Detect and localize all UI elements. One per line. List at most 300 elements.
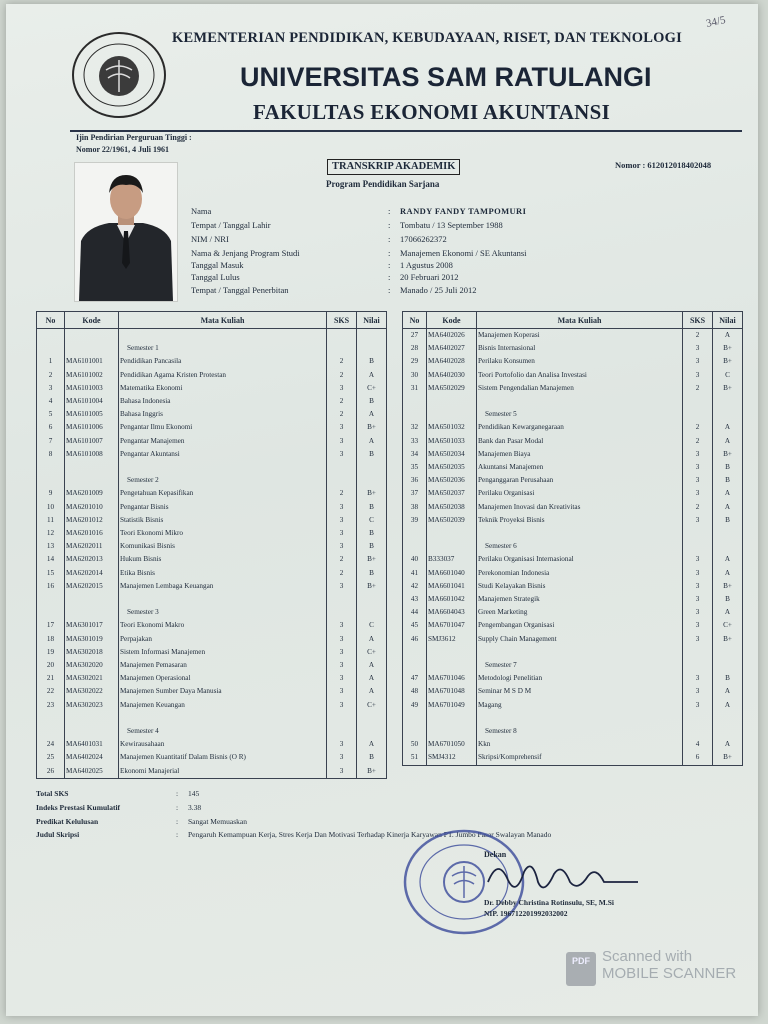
col-header-mata-kuliah: Mata Kuliah [119, 312, 327, 329]
scanner-watermark [602, 948, 736, 982]
bio-value: Tombatu / 13 September 1988 [400, 220, 503, 230]
cell-sks: 3 [683, 474, 713, 487]
cell-nilai: A [357, 408, 387, 421]
program-label: Program Pendidikan Sarjana [326, 179, 440, 189]
cell-mata-kuliah: Pengembangan Organisasi [477, 619, 683, 632]
permit-line-1: Ijin Pendirian Perguruan Tinggi : [76, 133, 192, 142]
cell-mata-kuliah: Manajemen Lembaga Keuangan [119, 580, 327, 593]
semester-heading-row [37, 474, 387, 487]
cell-no: 30 [403, 369, 427, 382]
cell-sks [327, 329, 357, 343]
cell-no: 43 [403, 593, 427, 606]
col-header-no: No [403, 312, 427, 329]
cell-kode: SMJ4312 [427, 751, 477, 765]
cell-no: 36 [403, 474, 427, 487]
university-name: UNIVERSITAS SAM RATULANGI [240, 62, 652, 92]
table-row [403, 369, 743, 382]
cell-sks: 2 [327, 355, 357, 368]
table-row [37, 619, 387, 632]
cell-kode: MA6701048 [427, 685, 477, 698]
spacer-row [403, 395, 743, 408]
cell-sks: 3 [327, 646, 357, 659]
cell-no: 45 [403, 619, 427, 632]
cell-mata-kuliah: Magang [477, 699, 683, 712]
cell-kode [427, 527, 477, 540]
cell-sks: 2 [327, 408, 357, 421]
cell-nilai [713, 712, 743, 725]
table-row [403, 567, 743, 580]
cell-nilai: B [357, 395, 387, 408]
cell-nilai: C [357, 619, 387, 632]
cell-kode [65, 474, 119, 487]
cell-mata-kuliah: Manajemen Keuangan [119, 699, 327, 712]
cell-mata-kuliah: Pendidikan Kewarganegaraan [477, 421, 683, 434]
semester-heading-row [403, 725, 743, 738]
cell-no: 47 [403, 672, 427, 685]
cell-sks: 2 [327, 395, 357, 408]
cell-mata-kuliah: Semester 3 [119, 606, 327, 619]
cell-no [403, 646, 427, 659]
cell-mata-kuliah [119, 329, 327, 343]
cell-kode: MA6201012 [65, 514, 119, 527]
table-row [37, 514, 387, 527]
table-row [37, 501, 387, 514]
cell-no: 8 [37, 448, 65, 461]
document-title: TRANSKRIP AKADEMIK [327, 159, 460, 175]
cell-sks [327, 725, 357, 738]
cell-kode: MA6201010 [65, 501, 119, 514]
bio-value: 20 Februari 2012 [400, 272, 459, 282]
cell-nilai: C+ [357, 646, 387, 659]
cell-sks: 2 [327, 487, 357, 500]
cell-sks: 3 [683, 448, 713, 461]
table-row [403, 751, 743, 765]
table-row [37, 685, 387, 698]
cell-no [37, 593, 65, 606]
cell-kode: MA6501032 [427, 421, 477, 434]
spacer-row [403, 712, 743, 725]
bio-label: NIM / NRI [191, 234, 229, 244]
cell-no [403, 395, 427, 408]
gpa: 3.38 [188, 803, 202, 812]
cell-sks: 3 [327, 527, 357, 540]
cell-kode: MA6302020 [65, 659, 119, 672]
col-header-mata-kuliah: Mata Kuliah [477, 312, 683, 329]
cell-nilai: B+ [713, 633, 743, 646]
table-row [403, 593, 743, 606]
cell-kode: MA6502039 [427, 514, 477, 527]
student-photo [74, 162, 178, 302]
cell-no: 4 [37, 395, 65, 408]
cell-sks: 3 [327, 699, 357, 712]
cell-kode: MA6402024 [65, 751, 119, 764]
summary-label: Indeks Prestasi Kumulatif [36, 803, 121, 812]
cell-sks: 3 [683, 619, 713, 632]
cell-kode [427, 408, 477, 421]
cell-no: 33 [403, 435, 427, 448]
cell-nilai: A [357, 633, 387, 646]
cell-nilai [357, 593, 387, 606]
cell-no: 25 [37, 751, 65, 764]
cell-kode: MA6502034 [427, 448, 477, 461]
cell-sks: 3 [327, 435, 357, 448]
cell-kode [427, 540, 477, 553]
cell-no: 50 [403, 738, 427, 751]
cell-kode: MA6301019 [65, 633, 119, 646]
cell-nilai: A [713, 553, 743, 566]
cell-nilai: B [357, 751, 387, 764]
cell-nilai: B+ [713, 580, 743, 593]
table-row [403, 501, 743, 514]
cell-no: 21 [37, 672, 65, 685]
cell-nilai: A [713, 329, 743, 343]
cell-no: 38 [403, 501, 427, 514]
cell-kode [65, 593, 119, 606]
cell-kode: MA6402026 [427, 329, 477, 343]
cell-mata-kuliah: Manajemen Sumber Daya Manusia [119, 685, 327, 698]
cell-kode [65, 329, 119, 343]
cell-sks: 3 [327, 382, 357, 395]
table-row [403, 329, 743, 343]
cell-mata-kuliah: Seminar M S D M [477, 685, 683, 698]
student-name: RANDY FANDY TAMPOMURI [400, 206, 527, 216]
bio-value: 17066262372 [400, 234, 447, 244]
cell-no [37, 342, 65, 355]
cell-no [403, 725, 427, 738]
col-header-no: No [37, 312, 65, 329]
cell-sks: 3 [683, 699, 713, 712]
cell-mata-kuliah: Ekonomi Manajerial [119, 765, 327, 779]
cell-nilai: A [357, 435, 387, 448]
cell-nilai [357, 712, 387, 725]
table-row [37, 580, 387, 593]
cell-no: 13 [37, 540, 65, 553]
table-row [37, 646, 387, 659]
table-row [403, 580, 743, 593]
cell-no: 31 [403, 382, 427, 395]
cell-sks: 2 [327, 369, 357, 382]
cell-mata-kuliah: Kewirausahaan [119, 738, 327, 751]
cell-mata-kuliah: Manajemen Pemasaran [119, 659, 327, 672]
table-row [37, 382, 387, 395]
cell-nilai: B [713, 461, 743, 474]
cell-kode [65, 712, 119, 725]
table-row [403, 738, 743, 751]
table-row [403, 435, 743, 448]
col-header-kode: Kode [427, 312, 477, 329]
transcript-table-left [36, 311, 387, 779]
cell-mata-kuliah: Semester 8 [477, 725, 683, 738]
cell-kode: MA6101008 [65, 448, 119, 461]
cell-sks [683, 659, 713, 672]
cell-kode [65, 606, 119, 619]
cell-sks [683, 725, 713, 738]
cell-no: 22 [37, 685, 65, 698]
cell-mata-kuliah [119, 712, 327, 725]
table-row [403, 514, 743, 527]
table-row [403, 474, 743, 487]
cell-no: 19 [37, 646, 65, 659]
cell-no: 10 [37, 501, 65, 514]
cell-sks: 3 [683, 553, 713, 566]
table-row [403, 699, 743, 712]
cell-mata-kuliah: Studi Kelayakan Bisnis [477, 580, 683, 593]
cell-no [37, 712, 65, 725]
cell-sks [327, 342, 357, 355]
bio-label: Nama & Jenjang Program Studi [191, 248, 300, 258]
cell-no [37, 474, 65, 487]
cell-kode [65, 461, 119, 474]
table-row [403, 553, 743, 566]
cell-kode [427, 646, 477, 659]
cell-mata-kuliah [477, 527, 683, 540]
thesis-title: Pengaruh Kemampuan Kerja, Stres Kerja Dan Motivasi Terhadap Kinerja Karyawan PT. Jumbo Pasar Swalayan Manado [188, 830, 552, 839]
cell-nilai: A [357, 738, 387, 751]
cell-sks: 3 [327, 580, 357, 593]
cell-kode: MA6701046 [427, 672, 477, 685]
col-header-kode: Kode [65, 312, 119, 329]
cell-kode [427, 395, 477, 408]
cell-sks [683, 408, 713, 421]
cell-sks [683, 527, 713, 540]
cell-no: 49 [403, 699, 427, 712]
cell-sks: 3 [683, 606, 713, 619]
cell-nilai: C [713, 369, 743, 382]
table-header-row [37, 312, 387, 329]
watermark-line-2: MOBILE SCANNER [602, 965, 737, 982]
table-row [37, 395, 387, 408]
cell-mata-kuliah [477, 646, 683, 659]
cell-mata-kuliah: Pengantar Ilmu Ekonomi [119, 421, 327, 434]
cell-kode: MA6101003 [65, 382, 119, 395]
cell-no [403, 408, 427, 421]
document-number: Nomor : 612012018402048 [615, 160, 712, 170]
spacer-row [37, 712, 387, 725]
cell-mata-kuliah: Semester 1 [119, 342, 327, 355]
cell-mata-kuliah: Skripsi/Komprehensif [477, 751, 683, 765]
cell-kode: MA6402025 [65, 765, 119, 779]
cell-mata-kuliah: Manajemen Biaya [477, 448, 683, 461]
cell-kode: MA6402027 [427, 342, 477, 355]
cell-no: 23 [37, 699, 65, 712]
cell-kode: MA6101005 [65, 408, 119, 421]
cell-sks: 2 [683, 421, 713, 434]
cell-mata-kuliah [477, 712, 683, 725]
table-row [403, 421, 743, 434]
cell-kode: MA6401031 [65, 738, 119, 751]
cell-nilai: B+ [357, 421, 387, 434]
bio-value: 1 Agustus 2008 [400, 260, 453, 270]
cell-nilai: B+ [357, 487, 387, 500]
cell-mata-kuliah: Pengantar Bisnis [119, 501, 327, 514]
cell-no: 40 [403, 553, 427, 566]
cell-no [403, 540, 427, 553]
cell-sks: 3 [683, 580, 713, 593]
cell-no: 32 [403, 421, 427, 434]
bio-label: Tanggal Masuk [191, 260, 244, 270]
cell-sks: 3 [327, 685, 357, 698]
header-divider [70, 130, 742, 132]
cell-kode [427, 725, 477, 738]
cell-nilai: B [357, 501, 387, 514]
cell-kode: MA6601040 [427, 567, 477, 580]
cell-kode: MA6301017 [65, 619, 119, 632]
cell-no: 24 [37, 738, 65, 751]
spacer-row [37, 593, 387, 606]
cell-mata-kuliah: Sistem Informasi Manajemen [119, 646, 327, 659]
cell-mata-kuliah: Kkn [477, 738, 683, 751]
cell-mata-kuliah: Teori Ekonomi Mikro [119, 527, 327, 540]
cell-nilai [357, 606, 387, 619]
cell-no [37, 725, 65, 738]
cell-kode: MA6502029 [427, 382, 477, 395]
cell-nilai: B+ [713, 382, 743, 395]
cell-sks: 3 [683, 369, 713, 382]
cell-no: 17 [37, 619, 65, 632]
cell-nilai: A [357, 672, 387, 685]
cell-nilai: B+ [357, 553, 387, 566]
spacer-row [37, 461, 387, 474]
table-row [403, 685, 743, 698]
cell-kode: MA6202013 [65, 553, 119, 566]
cell-mata-kuliah: Manajemen Koperasi [477, 329, 683, 343]
signer-role: Dekan [484, 850, 507, 859]
table-row [37, 448, 387, 461]
cell-nilai: B [357, 448, 387, 461]
cell-sks: 3 [327, 738, 357, 751]
table-row [403, 606, 743, 619]
cell-nilai [713, 646, 743, 659]
cell-nilai [713, 527, 743, 540]
col-header-sks: SKS [683, 312, 713, 329]
cell-mata-kuliah: Semester 5 [477, 408, 683, 421]
summary-label: Total SKS [36, 789, 69, 798]
cell-nilai: B+ [357, 765, 387, 779]
cell-sks: 3 [683, 593, 713, 606]
cell-sks: 3 [327, 751, 357, 764]
cell-no: 15 [37, 567, 65, 580]
cell-sks: 3 [327, 633, 357, 646]
bio-label: Nama [191, 206, 212, 216]
cell-no: 27 [403, 329, 427, 343]
cell-nilai: A [713, 685, 743, 698]
cell-kode: MA6601042 [427, 593, 477, 606]
cell-sks: 3 [327, 421, 357, 434]
cell-no: 42 [403, 580, 427, 593]
cell-nilai: A [713, 699, 743, 712]
faculty-name: FAKULTAS EKONOMI AKUNTANSI [253, 100, 611, 124]
cell-kode: MA6502037 [427, 487, 477, 500]
cell-sks [683, 646, 713, 659]
cell-sks [683, 395, 713, 408]
cell-kode: MA6402028 [427, 355, 477, 368]
total-sks: 145 [188, 789, 200, 798]
cell-nilai: A [713, 738, 743, 751]
cell-nilai [357, 474, 387, 487]
cell-mata-kuliah: Etika Bisnis [119, 567, 327, 580]
cell-sks: 4 [683, 738, 713, 751]
cell-kode: MA6502038 [427, 501, 477, 514]
cell-mata-kuliah: Hukum Bisnis [119, 553, 327, 566]
spacer-row [403, 527, 743, 540]
cell-mata-kuliah: Green Marketing [477, 606, 683, 619]
cell-no: 5 [37, 408, 65, 421]
table-row [37, 659, 387, 672]
cell-nilai: A [713, 435, 743, 448]
cell-nilai: A [357, 369, 387, 382]
cell-kode: MA6701047 [427, 619, 477, 632]
cell-nilai: A [713, 487, 743, 500]
summary-label: Judul Skripsi [36, 830, 80, 839]
cell-mata-kuliah: Pengantar Akuntansi [119, 448, 327, 461]
cell-sks: 6 [683, 751, 713, 765]
cell-nilai: B+ [357, 580, 387, 593]
cell-nilai: B+ [713, 342, 743, 355]
col-header-nilai: Nilai [357, 312, 387, 329]
cell-nilai: B [713, 514, 743, 527]
cell-sks: 3 [327, 672, 357, 685]
semester-heading-row [403, 540, 743, 553]
cell-kode: MA6502035 [427, 461, 477, 474]
cell-mata-kuliah: Bank dan Pasar Modal [477, 435, 683, 448]
cell-mata-kuliah: Manajemen Inovasi dan Kreativitas [477, 501, 683, 514]
cell-mata-kuliah: Semester 2 [119, 474, 327, 487]
col-header-nilai: Nilai [713, 312, 743, 329]
table-row [37, 487, 387, 500]
table-row [37, 633, 387, 646]
cell-no: 7 [37, 435, 65, 448]
table-row [403, 448, 743, 461]
cell-no: 6 [37, 421, 65, 434]
graduation-predicate: Sangat Memuaskan [188, 817, 247, 826]
cell-mata-kuliah: Semester 4 [119, 725, 327, 738]
table-row [37, 765, 387, 779]
cell-sks: 2 [683, 382, 713, 395]
cell-kode: MA6101004 [65, 395, 119, 408]
cell-nilai: A [713, 567, 743, 580]
cell-nilai [713, 540, 743, 553]
cell-sks [327, 474, 357, 487]
cell-kode: MA6502036 [427, 474, 477, 487]
cell-nilai: C [357, 514, 387, 527]
cell-kode: MA6101007 [65, 435, 119, 448]
cell-mata-kuliah: Pendidikan Pancasila [119, 355, 327, 368]
cell-nilai: B [713, 474, 743, 487]
cell-no: 46 [403, 633, 427, 646]
cell-mata-kuliah: Perekonomian Indonesia [477, 567, 683, 580]
table-row [37, 355, 387, 368]
cell-nilai [713, 408, 743, 421]
cell-sks: 2 [683, 329, 713, 343]
cell-no: 20 [37, 659, 65, 672]
table-row [403, 619, 743, 632]
bio-label: Tanggal Lulus [191, 272, 240, 282]
cell-mata-kuliah: Manajemen Operasional [119, 672, 327, 685]
table-row [403, 672, 743, 685]
cell-nilai: C+ [357, 382, 387, 395]
semester-heading-row [37, 606, 387, 619]
cell-nilai: B [357, 355, 387, 368]
cell-mata-kuliah: Matematika Ekonomi [119, 382, 327, 395]
bio-value: Manado / 25 Juli 2012 [400, 285, 477, 295]
table-row [403, 633, 743, 646]
cell-kode: MA6101002 [65, 369, 119, 382]
cell-kode: MA6302018 [65, 646, 119, 659]
table-row [37, 408, 387, 421]
semester-heading-row [403, 408, 743, 421]
signer-nip: NIP. 196712201992032002 [484, 909, 568, 918]
table-row [403, 342, 743, 355]
